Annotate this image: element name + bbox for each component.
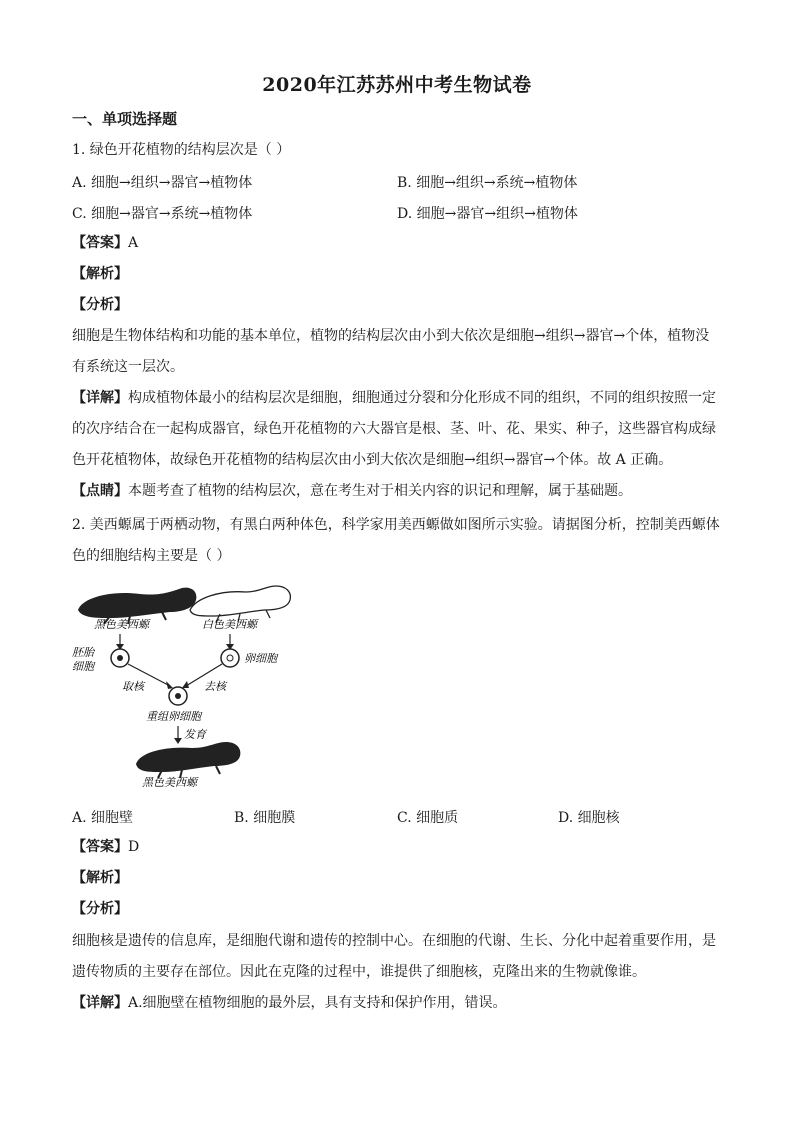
q2-xiangjie (72, 994, 507, 1012)
q2-fenxi-tag: 【分析】 (72, 901, 128, 917)
q2-analysis-tag: 【解析】 (72, 870, 128, 886)
q2-option-b: B. 细胞膜 (234, 810, 296, 826)
q1-answer (72, 234, 138, 252)
answer-tag: 【答案】 (72, 839, 128, 855)
develop-label: 发育 (184, 728, 206, 741)
q1-xiangjie-line-3: 色开花植物体，故绿色开花植物的结构层次由小到大依次是细胞→组织→器官→个体。故 A 正确。 (72, 452, 673, 468)
take-nucleus-label: 取核 (122, 680, 144, 693)
section-heading: 一、单项选择题 (72, 110, 178, 128)
white-axolotl-label: 白色美西螈 (202, 618, 257, 631)
embryo-label-2: 细胞 (72, 660, 94, 673)
egg-label: 卵细胞 (244, 652, 277, 665)
q1-analysis-tag: 【解析】 (72, 266, 128, 282)
answer-value: A (128, 235, 139, 251)
answer-tag: 【答案】 (72, 235, 128, 251)
q1-xiangjie-line-2: 的次序结合在一起构成器官，绿色开花植物的六大器官是根、茎、叶、花、果实、种子，这些器官构成绿 (72, 421, 716, 437)
q2-option-d: D. 细胞核 (558, 810, 620, 826)
q2-answer (72, 838, 139, 856)
q1-fenxi-tag: 【分析】 (72, 297, 128, 313)
page-title: 2020年江苏苏州中考生物试卷 (262, 74, 532, 96)
q2-option-a: A. 细胞壁 (72, 810, 134, 826)
q1-option-c: C. 细胞→器官→系统→植物体 (72, 206, 253, 222)
xiangjie-text: A.细胞壁在植物细胞的最外层，具有支持和保护作用，错误。 (128, 995, 507, 1011)
result-axolotl-image (136, 742, 240, 778)
egg-cell-icon (221, 649, 239, 667)
q1-stem: 1. 绿色开花植物的结构层次是（ ） (72, 142, 291, 158)
q1-xiangjie (72, 389, 716, 407)
result-axolotl-label: 黑色美西螈 (142, 776, 197, 789)
q1-dianjing (72, 482, 632, 500)
q2-fenxi-line-1: 细胞核是遗传的信息库，是细胞代谢和遗传的控制中心。在细胞的代谢、生长、分化中起着重要作用，是 (72, 933, 716, 949)
recombined-label: 重组卵细胞 (146, 710, 201, 723)
q1-fenxi-line-1: 细胞是生物体结构和功能的基本单位，植物的结构层次由小到大依次是细胞→组织→器官→个体，植物没 (72, 328, 710, 344)
q2-fenxi-line-2: 遗传物质的主要存在部位。因此在克隆的过程中，谁提供了细胞核，克隆出来的生物就像谁。 (72, 964, 646, 980)
q2-stem-line-1: 2. 美西螈属于两栖动物，有黑白两种体色，科学家用美西螈做如图所示实验。请据图分析，控制美西螈体 (72, 517, 720, 533)
xiangjie-line-1: 构成植物体最小的结构层次是细胞，细胞通过分裂和分化形成不同的组织，不同的组织按照一定 (128, 390, 716, 406)
q2-stem-line-2: 色的细胞结构主要是（ ） (72, 548, 231, 564)
q1-fenxi-line-2: 有系统这一层次。 (72, 359, 184, 375)
embryo-label-1: 胚胎 (72, 646, 94, 659)
white-axolotl-image (190, 586, 290, 622)
xiangjie-tag: 【详解】 (72, 390, 128, 406)
black-axolotl-label: 黑色美西螈 (94, 618, 149, 631)
xiangjie-tag: 【详解】 (72, 995, 128, 1011)
q2-option-c: C. 细胞质 (397, 810, 459, 826)
q1-option-d: D. 细胞→器官→组织→植物体 (397, 206, 578, 222)
dianjing-text: 本题考查了植物的结构层次，意在考生对于相关内容的识记和理解，属于基础题。 (128, 483, 632, 499)
q1-option-b: B. 细胞→组织→系统→植物体 (397, 175, 578, 191)
embryo-cell-icon (111, 649, 129, 667)
remove-nucleus-label: 去核 (204, 680, 226, 693)
q1-option-a: A. 细胞→组织→器官→植物体 (72, 175, 253, 191)
answer-value: D (128, 839, 140, 855)
recombined-cell-icon (169, 687, 187, 705)
dianjing-tag: 【点睛】 (72, 483, 128, 499)
axolotl-experiment-figure (70, 578, 310, 790)
